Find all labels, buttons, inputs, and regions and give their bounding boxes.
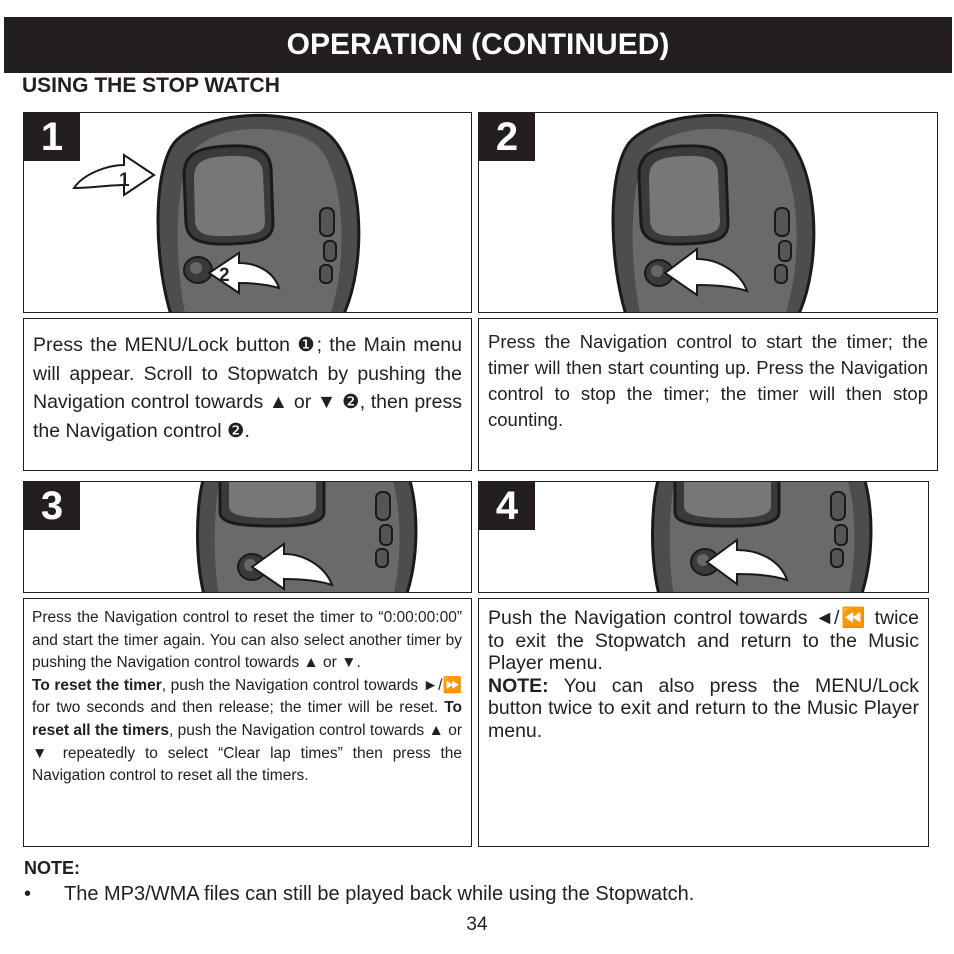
step-4-paragraph-1: Push the Navigation control towards ◄/⏪ twice to exit the Stopwatch and return to the Music Player menu. <box>488 607 919 675</box>
step-3-illustration <box>23 481 472 593</box>
page-banner <box>4 17 952 73</box>
page-number: 34 <box>466 914 488 935</box>
step-4-note-label: NOTE: <box>488 674 549 697</box>
step-3-reset-timer-text: , push the Navigation control towards ►/⏩ for two seconds and then release; the timer will be reset. <box>32 676 462 717</box>
step-4-text <box>488 607 919 743</box>
page-title: OPERATION (CONTINUED) <box>286 28 670 61</box>
step-3-number: 3 <box>24 482 80 530</box>
mp3-player-icon <box>24 482 472 593</box>
section-title: USING THE STOP WATCH <box>22 74 280 97</box>
step-3-paragraph-2 <box>32 675 462 788</box>
step-2-number: 2 <box>479 113 535 161</box>
step-2-instructions <box>478 318 938 471</box>
mp3-player-icon <box>24 113 472 313</box>
step-3-bold-reset-all: To reset all the timers <box>32 699 462 739</box>
step-1-instructions <box>23 318 472 471</box>
step-4-note <box>488 675 919 743</box>
step-2-text: Press the Navigation control to start the timer; the timer will then start counting up. Press the Navigation control to stop the timer; the timer will then stop counting. <box>488 331 928 430</box>
step-3-bold-reset-timer: To reset the timer <box>32 676 162 694</box>
step-3-instructions <box>23 598 472 847</box>
mp3-player-icon <box>479 482 929 593</box>
mp3-player-icon <box>479 113 938 313</box>
step-1-illustration <box>23 112 472 313</box>
step-2-illustration <box>478 112 938 313</box>
step-4-illustration <box>478 481 929 593</box>
step-1-text: Press the MENU/Lock button ❶; the Main menu will appear. Scroll to Stopwatch by pushing the Navigation control towards ▲ or ▼ ❷, then press the Navigation control ❷. <box>33 334 462 442</box>
bullet-icon: • <box>24 883 32 905</box>
step-3-text <box>32 607 462 788</box>
callout-2-label: 2 <box>219 265 230 286</box>
note-text: The MP3/WMA files can still be played back while using the Stopwatch. <box>64 883 695 905</box>
step-3-reset-all-text: , push the Navigation control towards ▲ or ▼ repeatedly to select “Clear lap times” then press the Navigation control to reset all the timers. <box>32 721 462 785</box>
note-title: NOTE: <box>24 858 80 878</box>
step-4-number: 4 <box>479 482 535 530</box>
callout-1-label: 1 <box>119 170 130 191</box>
note-item <box>24 883 694 906</box>
step-3-paragraph-1: Press the Navigation control to reset the timer to “0:00:00:00” and start the timer again. You can also select another timer by pushing the Navigation control towards ▲ or ▼. <box>32 609 462 672</box>
step-4-instructions <box>478 598 929 847</box>
step-1-number: 1 <box>24 113 80 161</box>
step-4-note-text: You can also press the MENU/Lock button twice to exit and return to the Music Player menu. <box>488 674 919 742</box>
